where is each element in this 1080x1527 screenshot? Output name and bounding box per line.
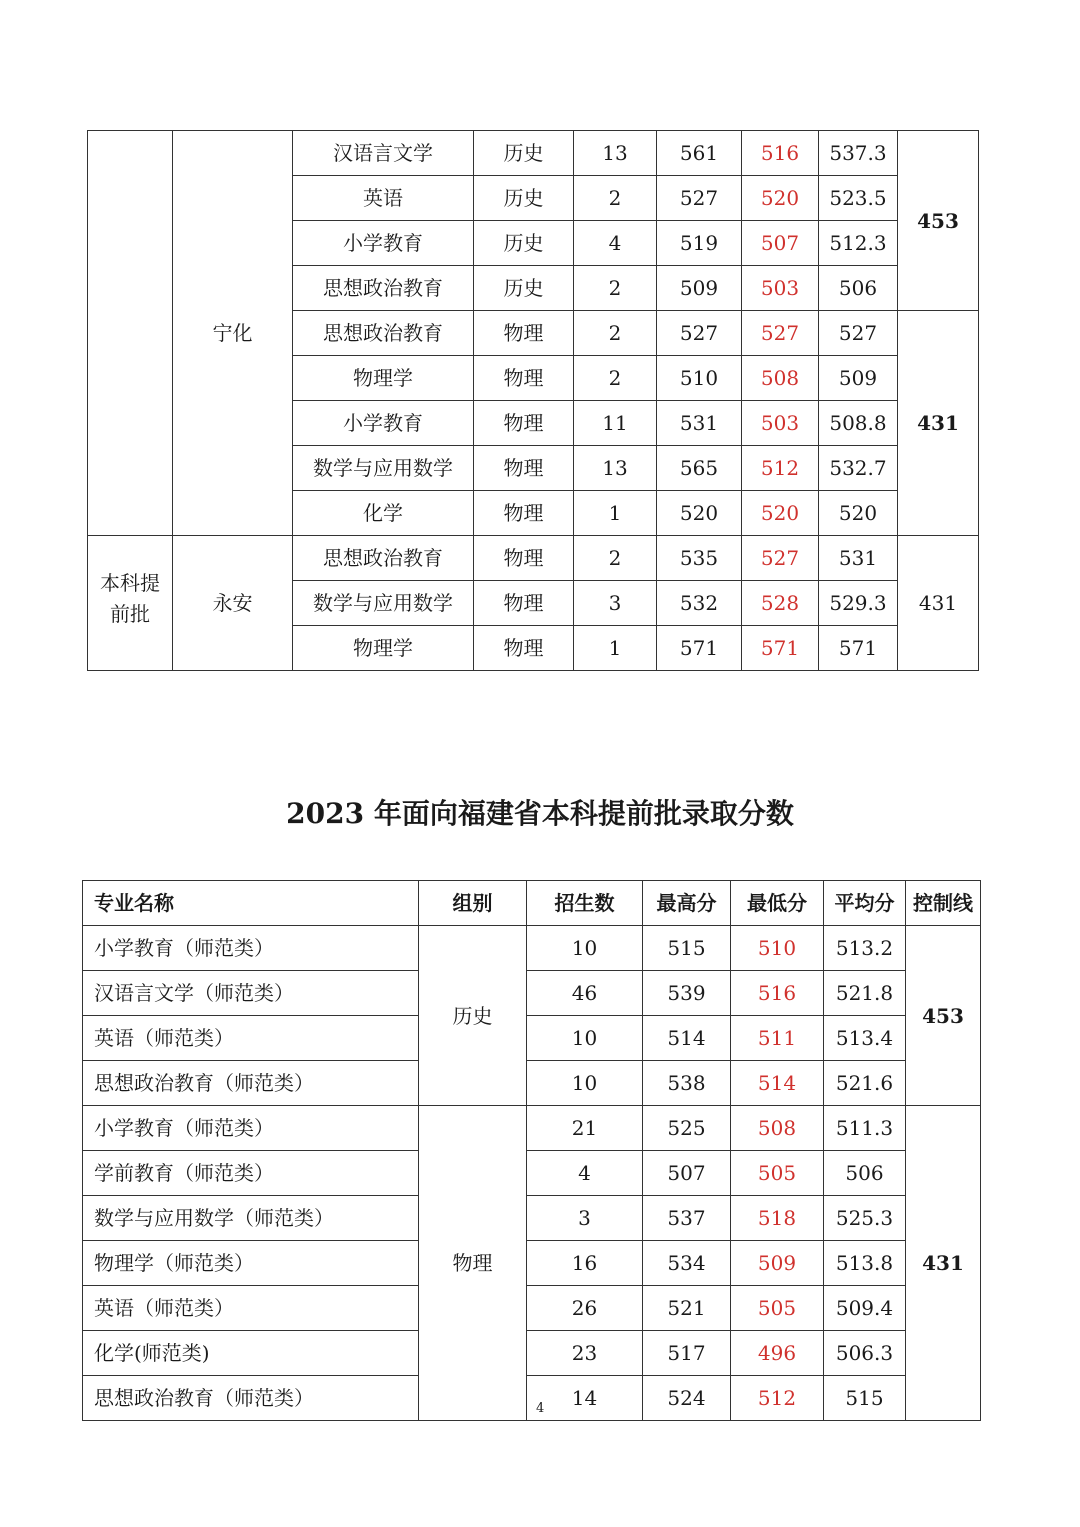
major-cell: 小学教育 [293,221,474,266]
table-row [83,1196,981,1241]
major-cell: 化学(师范类) [83,1331,419,1376]
max-score-cell: 571 [657,626,742,671]
min-score-cell: 508 [742,356,819,401]
major-cell: 数学与应用数学 [293,446,474,491]
min-score-cell: 507 [742,221,819,266]
count-cell: 4 [527,1151,643,1196]
table-row [83,1061,981,1106]
min-score-cell: 505 [731,1151,824,1196]
min-score-cell: 510 [731,926,824,971]
max-score-cell: 561 [657,131,742,176]
avg-score-cell: 525.3 [824,1196,906,1241]
group-cell: 物理 [474,581,574,626]
major-cell: 数学与应用数学 [293,581,474,626]
group-cell: 物理 [474,626,574,671]
count-cell: 2 [574,356,657,401]
max-score-cell: 520 [657,491,742,536]
min-score-cell: 527 [742,536,819,581]
count-cell: 10 [527,1061,643,1106]
table-row [83,1016,981,1061]
max-score-cell: 514 [643,1016,731,1061]
page-number: 4 [536,1401,545,1416]
max-score-cell: 515 [643,926,731,971]
avg-score-cell: 521.8 [824,971,906,1016]
avg-score-cell: 527 [819,311,898,356]
count-cell: 26 [527,1286,643,1331]
column-header: 专业名称 [83,881,419,926]
max-score-cell: 525 [643,1106,731,1151]
min-score-cell: 508 [731,1106,824,1151]
count-cell: 21 [527,1106,643,1151]
column-header: 招生数 [527,881,643,926]
group-cell: 历史 [474,221,574,266]
count-cell: 2 [574,311,657,356]
group-cell: 物理 [419,1106,527,1421]
section-title: 2023 年面向福建省本科提前批录取分数 [286,797,794,830]
group-cell: 物理 [474,401,574,446]
min-score-cell: 511 [731,1016,824,1061]
group-cell: 历史 [474,176,574,221]
avg-score-cell: 509.4 [824,1286,906,1331]
avg-score-cell: 515 [824,1376,906,1421]
major-cell: 汉语言文学 [293,131,474,176]
major-cell: 小学教育（师范类） [83,1106,419,1151]
count-cell: 14 [527,1376,643,1421]
column-header: 最低分 [731,881,824,926]
max-score-cell: 532 [657,581,742,626]
max-score-cell: 565 [657,446,742,491]
min-score-cell: 512 [731,1376,824,1421]
count-cell: 13 [574,131,657,176]
group-cell: 物理 [474,446,574,491]
avg-score-cell: 513.2 [824,926,906,971]
major-cell: 物理学 [293,626,474,671]
table-row [83,1286,981,1331]
avg-score-cell: 512.3 [819,221,898,266]
major-cell: 英语 [293,176,474,221]
control-line-cell: 431 [898,536,979,671]
max-score-cell: 537 [643,1196,731,1241]
table-row [88,131,979,176]
avg-score-cell: 521.6 [824,1061,906,1106]
control-line-cell: 431 [906,1106,981,1421]
count-cell: 2 [574,266,657,311]
control-line-cell: 431 [898,311,979,536]
major-cell: 汉语言文学（师范类） [83,971,419,1016]
count-cell: 3 [527,1196,643,1241]
campus-cell: 宁化 [173,131,293,536]
max-score-cell: 534 [643,1241,731,1286]
admission-table-2022 [87,130,979,671]
min-score-cell: 503 [742,401,819,446]
count-cell: 23 [527,1331,643,1376]
group-cell: 物理 [474,356,574,401]
count-cell: 10 [527,926,643,971]
min-score-cell: 503 [742,266,819,311]
max-score-cell: 538 [643,1061,731,1106]
count-cell: 4 [574,221,657,266]
batch-cell [88,536,173,671]
min-score-cell: 518 [731,1196,824,1241]
control-line-cell: 453 [898,131,979,311]
avg-score-cell: 520 [819,491,898,536]
major-cell: 小学教育（师范类） [83,926,419,971]
min-score-cell: 520 [742,491,819,536]
major-cell: 思想政治教育 [293,266,474,311]
column-header: 最高分 [643,881,731,926]
max-score-cell: 527 [657,176,742,221]
min-score-cell: 528 [742,581,819,626]
max-score-cell: 524 [643,1376,731,1421]
avg-score-cell: 531 [819,536,898,581]
avg-score-cell: 529.3 [819,581,898,626]
major-cell: 学前教育（师范类） [83,1151,419,1196]
avg-score-cell: 506 [819,266,898,311]
avg-score-cell: 523.5 [819,176,898,221]
min-score-cell: 516 [731,971,824,1016]
major-cell: 思想政治教育（师范类） [83,1061,419,1106]
batch-label: 前批 [110,602,150,626]
max-score-cell: 507 [643,1151,731,1196]
min-score-cell: 496 [731,1331,824,1376]
max-score-cell: 517 [643,1331,731,1376]
count-cell: 13 [574,446,657,491]
control-line-cell: 453 [906,926,981,1106]
major-cell: 小学教育 [293,401,474,446]
avg-score-cell: 532.7 [819,446,898,491]
campus-cell: 永安 [173,536,293,671]
min-score-cell: 520 [742,176,819,221]
max-score-cell: 531 [657,401,742,446]
group-cell: 物理 [474,311,574,356]
min-score-cell: 512 [742,446,819,491]
count-cell: 2 [574,176,657,221]
batch-label: 本科提 [100,571,160,595]
min-score-cell: 516 [742,131,819,176]
count-cell: 1 [574,626,657,671]
max-score-cell: 509 [657,266,742,311]
max-score-cell: 527 [657,311,742,356]
column-header: 平均分 [824,881,906,926]
column-header: 控制线 [906,881,981,926]
major-cell: 英语（师范类） [83,1016,419,1061]
max-score-cell: 510 [657,356,742,401]
major-cell: 物理学（师范类） [83,1241,419,1286]
group-cell: 历史 [474,131,574,176]
group-cell: 历史 [419,926,527,1106]
major-cell: 数学与应用数学（师范类） [83,1196,419,1241]
group-cell: 物理 [474,491,574,536]
avg-score-cell: 511.3 [824,1106,906,1151]
avg-score-cell: 509 [819,356,898,401]
count-cell: 46 [527,971,643,1016]
avg-score-cell: 508.8 [819,401,898,446]
count-cell: 2 [574,536,657,581]
avg-score-cell: 537.3 [819,131,898,176]
group-cell: 历史 [474,266,574,311]
table-row [83,1151,981,1196]
avg-score-cell: 513.8 [824,1241,906,1286]
major-cell: 英语（师范类） [83,1286,419,1331]
table-row [88,536,979,581]
min-score-cell: 527 [742,311,819,356]
max-score-cell: 539 [643,971,731,1016]
max-score-cell: 521 [643,1286,731,1331]
table-row [83,1376,981,1421]
count-cell: 16 [527,1241,643,1286]
avg-score-cell: 506.3 [824,1331,906,1376]
table-row [83,971,981,1016]
min-score-cell: 514 [731,1061,824,1106]
table-row [83,926,981,971]
avg-score-cell: 571 [819,626,898,671]
min-score-cell: 509 [731,1241,824,1286]
count-cell: 10 [527,1016,643,1061]
table-row [83,1106,981,1151]
major-cell: 物理学 [293,356,474,401]
table-row [83,1331,981,1376]
admission-table-2023 [82,880,981,1421]
table-header-row [83,881,981,926]
group-cell: 物理 [474,536,574,581]
major-cell: 思想政治教育 [293,536,474,581]
major-cell: 思想政治教育 [293,311,474,356]
min-score-cell: 505 [731,1286,824,1331]
major-cell: 思想政治教育（师范类） [83,1376,419,1421]
table-row [83,1241,981,1286]
count-cell: 1 [574,491,657,536]
column-header: 组别 [419,881,527,926]
min-score-cell: 571 [742,626,819,671]
count-cell: 3 [574,581,657,626]
major-cell: 化学 [293,491,474,536]
max-score-cell: 535 [657,536,742,581]
avg-score-cell: 513.4 [824,1016,906,1061]
batch-cell-empty [88,131,173,536]
max-score-cell: 519 [657,221,742,266]
count-cell: 11 [574,401,657,446]
avg-score-cell: 506 [824,1151,906,1196]
